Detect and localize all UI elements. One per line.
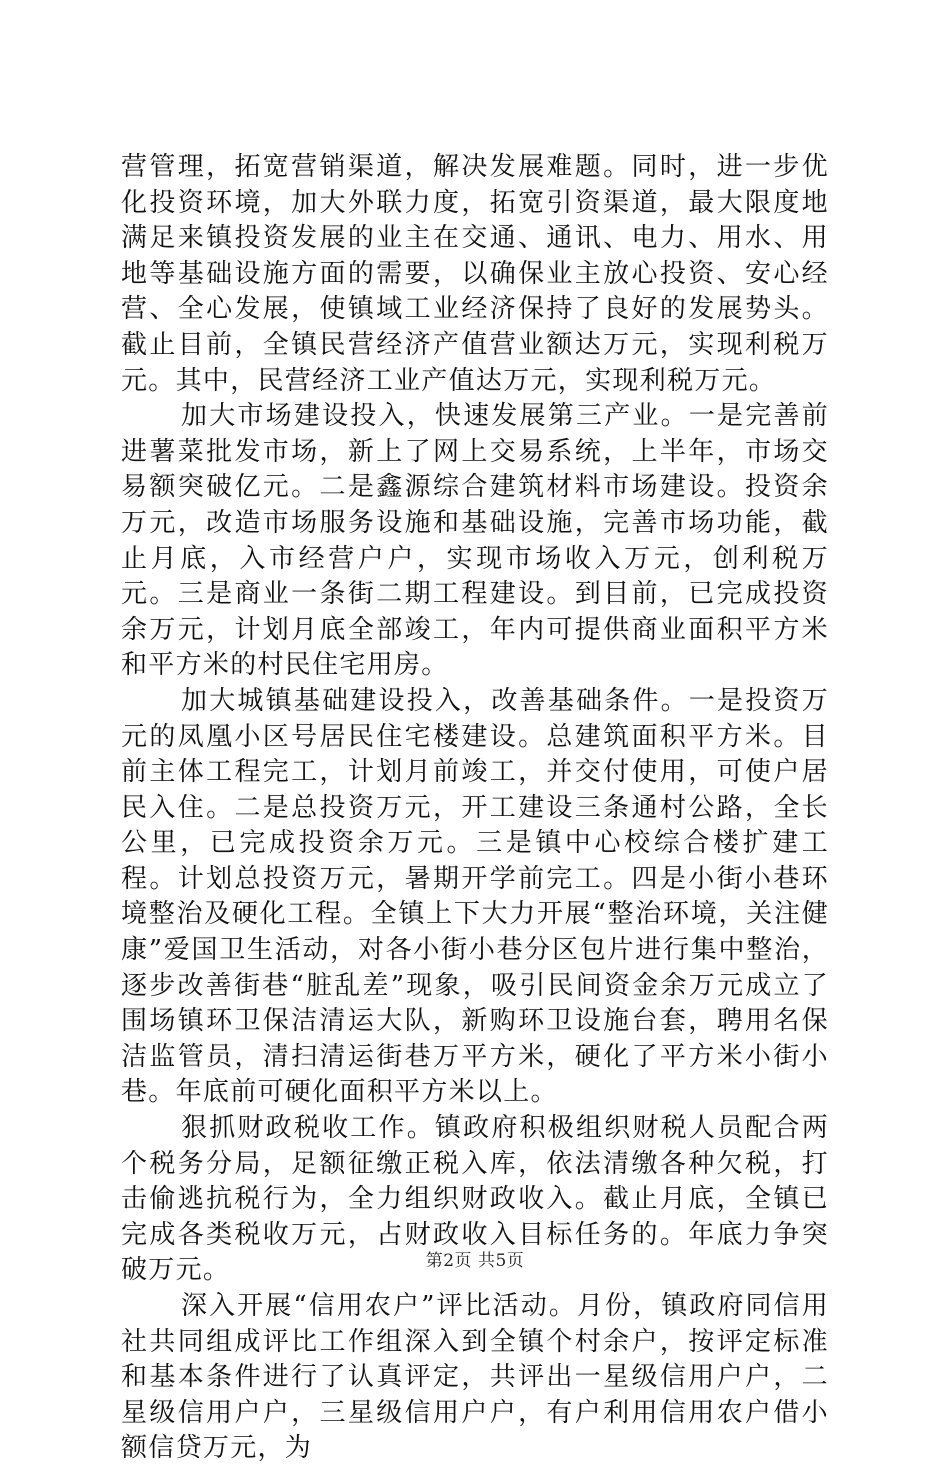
- paragraph-fiscal-tax: 狠抓财政税收工作。镇政府积极组织财税人员配合两个税务分局，足额征缴正税入库，依法清缴各种欠税，打击偷逃抗税行为，全力组织财政收入。截止月底，全镇已完成各类税收万元，占财政收入目标任务的。年底力争突破万元。: [121, 1113, 829, 1286]
- paragraph-continuation: 营管理，拓宽营销渠道，解决发展难题。同时，进一步优化投资环境，加大外联力度，拓宽引资渠道，最大限度地满足来镇投资发展的业主在交通、通讯、电力、用水、用地等基础设施方面的需要，以确保业主放心投资、安心经营、全心发展，使镇域工业经济保持了良好的发展势头。截止目前，全镇民营经济产值营业额达万元，实现利税万元。其中，民营经济工业产值达万元，实现利税万元。: [121, 152, 829, 396]
- paragraph-credit-farmers: 深入开展“信用农户”评比活动。月份，镇政府同信用社共同组成评比工作组深入到全镇个村余户，按评定标准和基本条件进行了认真评定，共评出一星级信用户户，二星级信用户户，三星级信用户户，有户利用信用农户借小额信贷万元，为: [121, 1291, 829, 1464]
- paragraph-market-construction: 加大市场建设投入，快速发展第三产业。一是完善前进薯菜批发市场，新上了网上交易系统，上半年，市场交易额突破亿元。二是鑫源综合建筑材料市场建设。投资余万元，改造市场服务设施和基础设施，完善市场功能，截止月底，入市经营户户，实现市场收入万元，创利税万元。三是商业一条街二期工程建设。到目前，已完成投资余万元，计划月底全部竣工，年内可提供商业面积平方米和平方米的村民住宅用房。: [121, 401, 829, 681]
- paragraph-town-infrastructure: 加大城镇基础建设投入，改善基础条件。一是投资万元的凤凰小区号居民住宅楼建设。总建筑面积平方米。目前主体工程完工，计划月前竣工，并交付使用，可使户居民入住。二是总投资万元，开工建设三条通村公路，全长公里，已完成投资余万元。三是镇中心校综合楼扩建工程。计划总投资万元，暑期开学前完工。四是小街小巷环境整治及硬化工程。全镇上下大力开展“整治环境，关注健康”爱国卫生活动，对各小街小巷分区包片进行集中整治，逐步改善街巷“脏乱差”现象，吸引民间资金余万元成立了围场镇环卫保洁清运大队，新购环卫设施台套，聘用名保洁监管员，清扫清运街巷万平方米，硬化了平方米小街小巷。年底前可硬化面积平方米以上。: [121, 685, 829, 1108]
- page-number-footer: 第2页 共5页: [425, 1251, 525, 1271]
